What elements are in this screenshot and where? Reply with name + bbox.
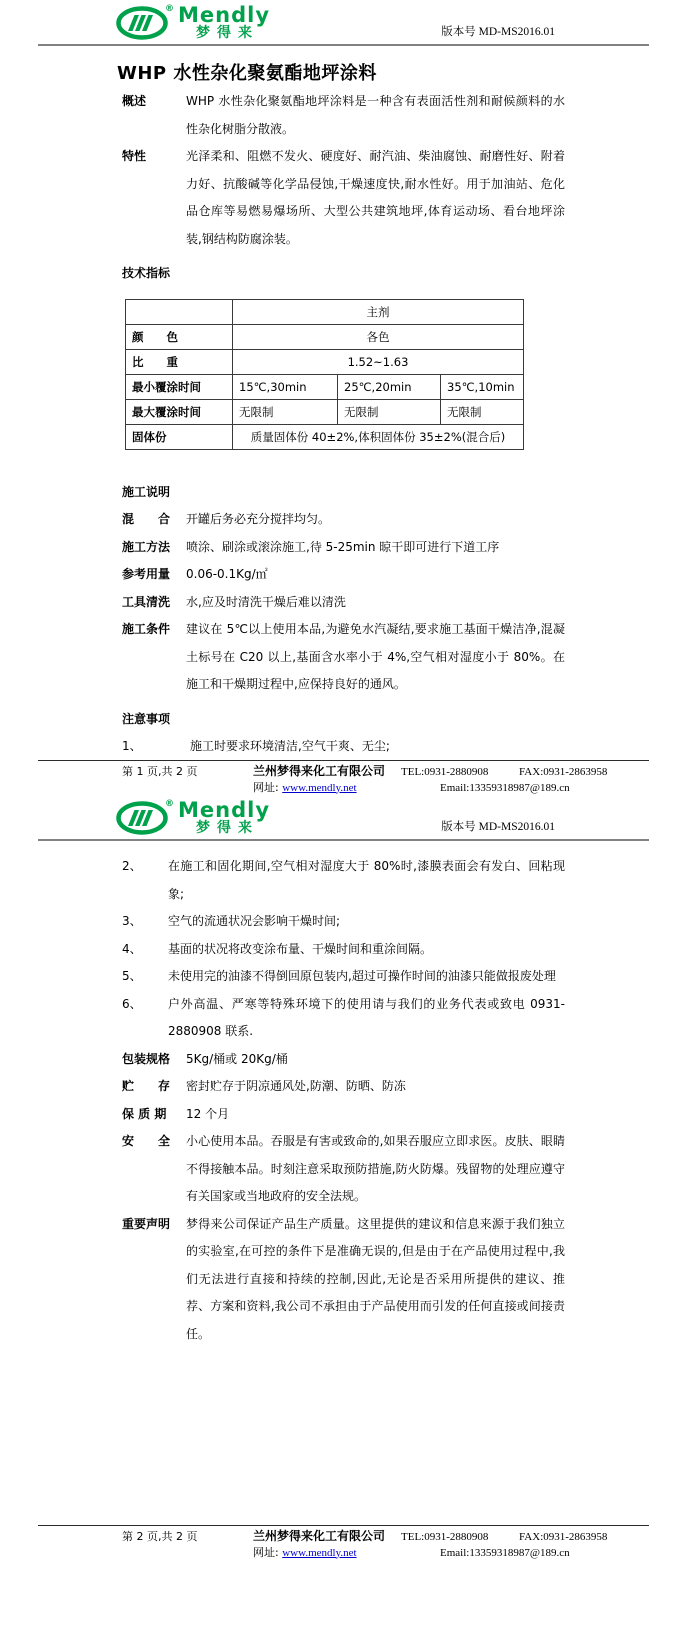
spec-text: 小心使用本品。吞服是有害或致命的,如果吞服应立即求医。皮肤、眼睛不得接触本品。时刻注意采取预防措施,防火防爆。残留物的处理应遵守有关国家或当地政府的安全法规。 (186, 1134, 565, 1203)
email-value: Email:13359318987@189.cn (440, 781, 570, 794)
spec-item-safety (122, 1128, 565, 1211)
overview-label: 概述 (122, 94, 147, 108)
spec-label: 重要声明 (122, 1216, 171, 1231)
table-cell: 15℃,30min (233, 375, 338, 400)
note-item-3 (122, 908, 565, 936)
tel-value: TEL:0931-2880908 (401, 1531, 489, 1543)
page-number: 第 2 页,共 2 页 (122, 1530, 198, 1543)
features-text: 光泽柔和、阻燃不发火、硬度好、耐汽油、柴油腐蚀、耐磨性好、附着力好、抗酸碱等化学品侵蚀,干燥速度快,耐水性好。用于加油站、危化品仓库等易燃易爆场所、大型公共建筑地坪,体育运动场、看台地坪涂装,钢结构防腐涂装。 (186, 149, 565, 246)
table-row (126, 375, 524, 400)
mendly-logo-icon (116, 5, 172, 41)
table-row (126, 350, 524, 375)
tech-spec-table (125, 299, 524, 450)
table-row (126, 425, 524, 450)
version-label: 版本号 MD-MS2016.01 (441, 821, 555, 833)
fax-value: FAX:0931-2863958 (519, 766, 608, 778)
table-cell: 25℃,20min (338, 375, 441, 400)
note-number: 6、 (122, 996, 142, 1011)
note-item-5 (122, 963, 565, 991)
construction-label: 工具清洗 (122, 594, 171, 609)
brand-name-cn: 梦得来 (196, 25, 259, 41)
construction-item-method (122, 534, 565, 562)
page-footer (0, 1525, 687, 1560)
features-section (122, 143, 565, 253)
website (253, 1546, 440, 1561)
construction-text: 喷涂、刷涂或滚涂施工,待 5-25min 晾干即可进行下道工序 (186, 539, 500, 554)
note-item-4 (122, 936, 565, 964)
table-row (126, 400, 524, 425)
features-label: 特性 (122, 149, 147, 163)
note-item-6 (122, 991, 565, 1046)
construction-label: 参考用量 (122, 567, 171, 581)
construction-label: 混 合 (122, 512, 171, 526)
note-number: 5、 (122, 969, 142, 983)
spec-item-disclaimer (122, 1211, 565, 1349)
footer-row-2 (38, 1546, 649, 1561)
table-cell: 主剂 (233, 300, 524, 325)
tel-value: TEL:0931-2880908 (401, 766, 489, 778)
registered-trademark-icon: ® (165, 799, 174, 809)
footer-row-1 (38, 1530, 649, 1545)
construction-text: 水,应及时清洗干燥后难以清洗 (186, 594, 346, 609)
note-text: 户外高温、严寒等特殊环境下的使用请与我们的业务代表或致电 0931-2880908 联系. (168, 996, 565, 1038)
page-2 (0, 778, 687, 1638)
spec-text: 5Kg/桶或 20Kg/桶 (186, 1051, 288, 1066)
construction-label: 施工方法 (122, 539, 171, 554)
mendly-logo (116, 800, 270, 836)
table-row (126, 325, 524, 350)
footer-divider (38, 1525, 649, 1526)
fax-value: FAX:0931-2863958 (519, 1531, 608, 1543)
note-item-1 (122, 733, 565, 761)
table-cell: 颜 色 (126, 325, 233, 350)
note-text: 基面的状况将改变涂布量、干燥时间和重涂间隔。 (168, 941, 433, 956)
spec-text: 12 个月 (186, 1106, 230, 1121)
note-number: 4、 (122, 941, 142, 956)
table-cell-empty (126, 300, 233, 325)
page-number: 第 1 页,共 2 页 (122, 765, 198, 778)
overview-text: WHP 水性杂化聚氨酯地坪涂料是一种含有表面活性剂和耐候颜料的水性杂化树脂分散液。 (186, 94, 565, 136)
construction-item-conditions (122, 616, 565, 699)
note-text: 施工时要求环境清洁,空气干爽、无尘; (190, 738, 390, 753)
website-label: 网址: (253, 1545, 279, 1559)
mendly-logo-icon (116, 800, 172, 836)
table-cell: 最大覆涂时间 (126, 400, 233, 425)
table-cell: 各色 (233, 325, 524, 350)
table-cell: 固体份 (126, 425, 233, 450)
construction-item-mixing (122, 506, 565, 534)
table-cell: 35℃,10min (441, 375, 524, 400)
company-name: 兰州梦得来化工有限公司 (253, 764, 386, 778)
construction-text: 建议在 5℃以上使用本品,为避免水汽凝结,要求施工基面干燥洁净,混凝土标号在 C20 以上,基面含水率小于 4%,空气相对湿度小于 80%。在施工和干燥期过程中,应保持良好的通风。 (186, 622, 565, 691)
brand-name-en: Mendly (178, 3, 271, 27)
email-value: Email:13359318987@189.cn (440, 1546, 570, 1559)
construction-item-cleaning (122, 589, 565, 617)
table-row (126, 300, 524, 325)
table-cell: 1.52~1.63 (233, 350, 524, 375)
page-1 (0, 0, 687, 794)
construction-label: 施工条件 (122, 622, 171, 636)
note-text: 未使用完的油漆不得倒回原包装内,超过可操作时间的油漆只能做报废处理 (168, 969, 556, 983)
page-header (116, 792, 649, 836)
overview-section (122, 88, 565, 143)
table-cell: 无限制 (441, 400, 524, 425)
table-cell: 最小覆涂时间 (126, 375, 233, 400)
page-title: WHP 水性杂化聚氨酯地坪涂料 (117, 63, 377, 84)
footer-divider (38, 760, 649, 761)
spec-text: 梦得来公司保证产品生产质量。这里提供的建议和信息来源于我们独立的实验室,在可控的条件下是准确无误的,但是由于在产品使用过程中,我们无法进行直接和持续的控制,因此,无论是否采用所提供的建议、推荐、方案和资料,我公司不承担由于产品使用而引发的任何直接或间接责任。 (186, 1216, 565, 1341)
spec-item-shelf-life (122, 1101, 565, 1129)
table-cell: 无限制 (233, 400, 338, 425)
website-label: 网址: (253, 780, 279, 794)
header-divider (38, 839, 649, 841)
spec-item-storage (122, 1073, 565, 1101)
note-number: 1、 (122, 738, 142, 753)
brand-name-en: Mendly (178, 798, 271, 822)
construction-heading: 施工说明 (122, 485, 171, 499)
table-cell: 比 重 (126, 350, 233, 375)
website-link[interactable]: www.mendly.net (282, 1546, 357, 1559)
spec-label: 安 全 (122, 1134, 171, 1148)
spec-text: 密封贮存于阴凉通风处,防潮、防晒、防冻 (186, 1079, 406, 1093)
notes-heading: 注意事项 (122, 711, 171, 726)
registered-trademark-icon: ® (165, 4, 174, 14)
website-link[interactable]: www.mendly.net (282, 781, 357, 794)
note-item-2 (122, 853, 565, 908)
version-label: 版本号 MD-MS2016.01 (441, 26, 555, 38)
spec-item-packaging (122, 1046, 565, 1074)
note-text: 空气的流通状况会影响干燥时间; (168, 914, 341, 928)
brand-name-cn: 梦得来 (196, 820, 259, 836)
note-number: 3、 (122, 914, 142, 928)
spec-label: 贮 存 (122, 1079, 171, 1093)
company-name: 兰州梦得来化工有限公司 (253, 1529, 386, 1543)
page-footer (0, 760, 687, 795)
header-divider (38, 44, 649, 46)
spec-label: 保 质 期 (122, 1106, 167, 1121)
spec-label: 包装规格 (122, 1051, 171, 1066)
note-text: 在施工和固化期间,空气相对湿度大于 80%时,漆膜表面会有发白、回粘现象; (168, 859, 565, 901)
mendly-logo (116, 5, 270, 41)
note-number: 2、 (122, 859, 142, 873)
tech-spec-heading: 技术指标 (122, 266, 171, 280)
page-header (116, 5, 649, 41)
construction-item-dosage (122, 561, 565, 589)
construction-text: 0.06-0.1Kg/㎡ (186, 567, 268, 581)
table-cell: 质量固体份 40±2%,体积固体份 35±2%(混合后) (233, 425, 524, 450)
construction-text: 开罐后务必充分搅拌均匀。 (186, 512, 331, 526)
footer-row-1 (38, 765, 649, 780)
table-cell: 无限制 (338, 400, 441, 425)
